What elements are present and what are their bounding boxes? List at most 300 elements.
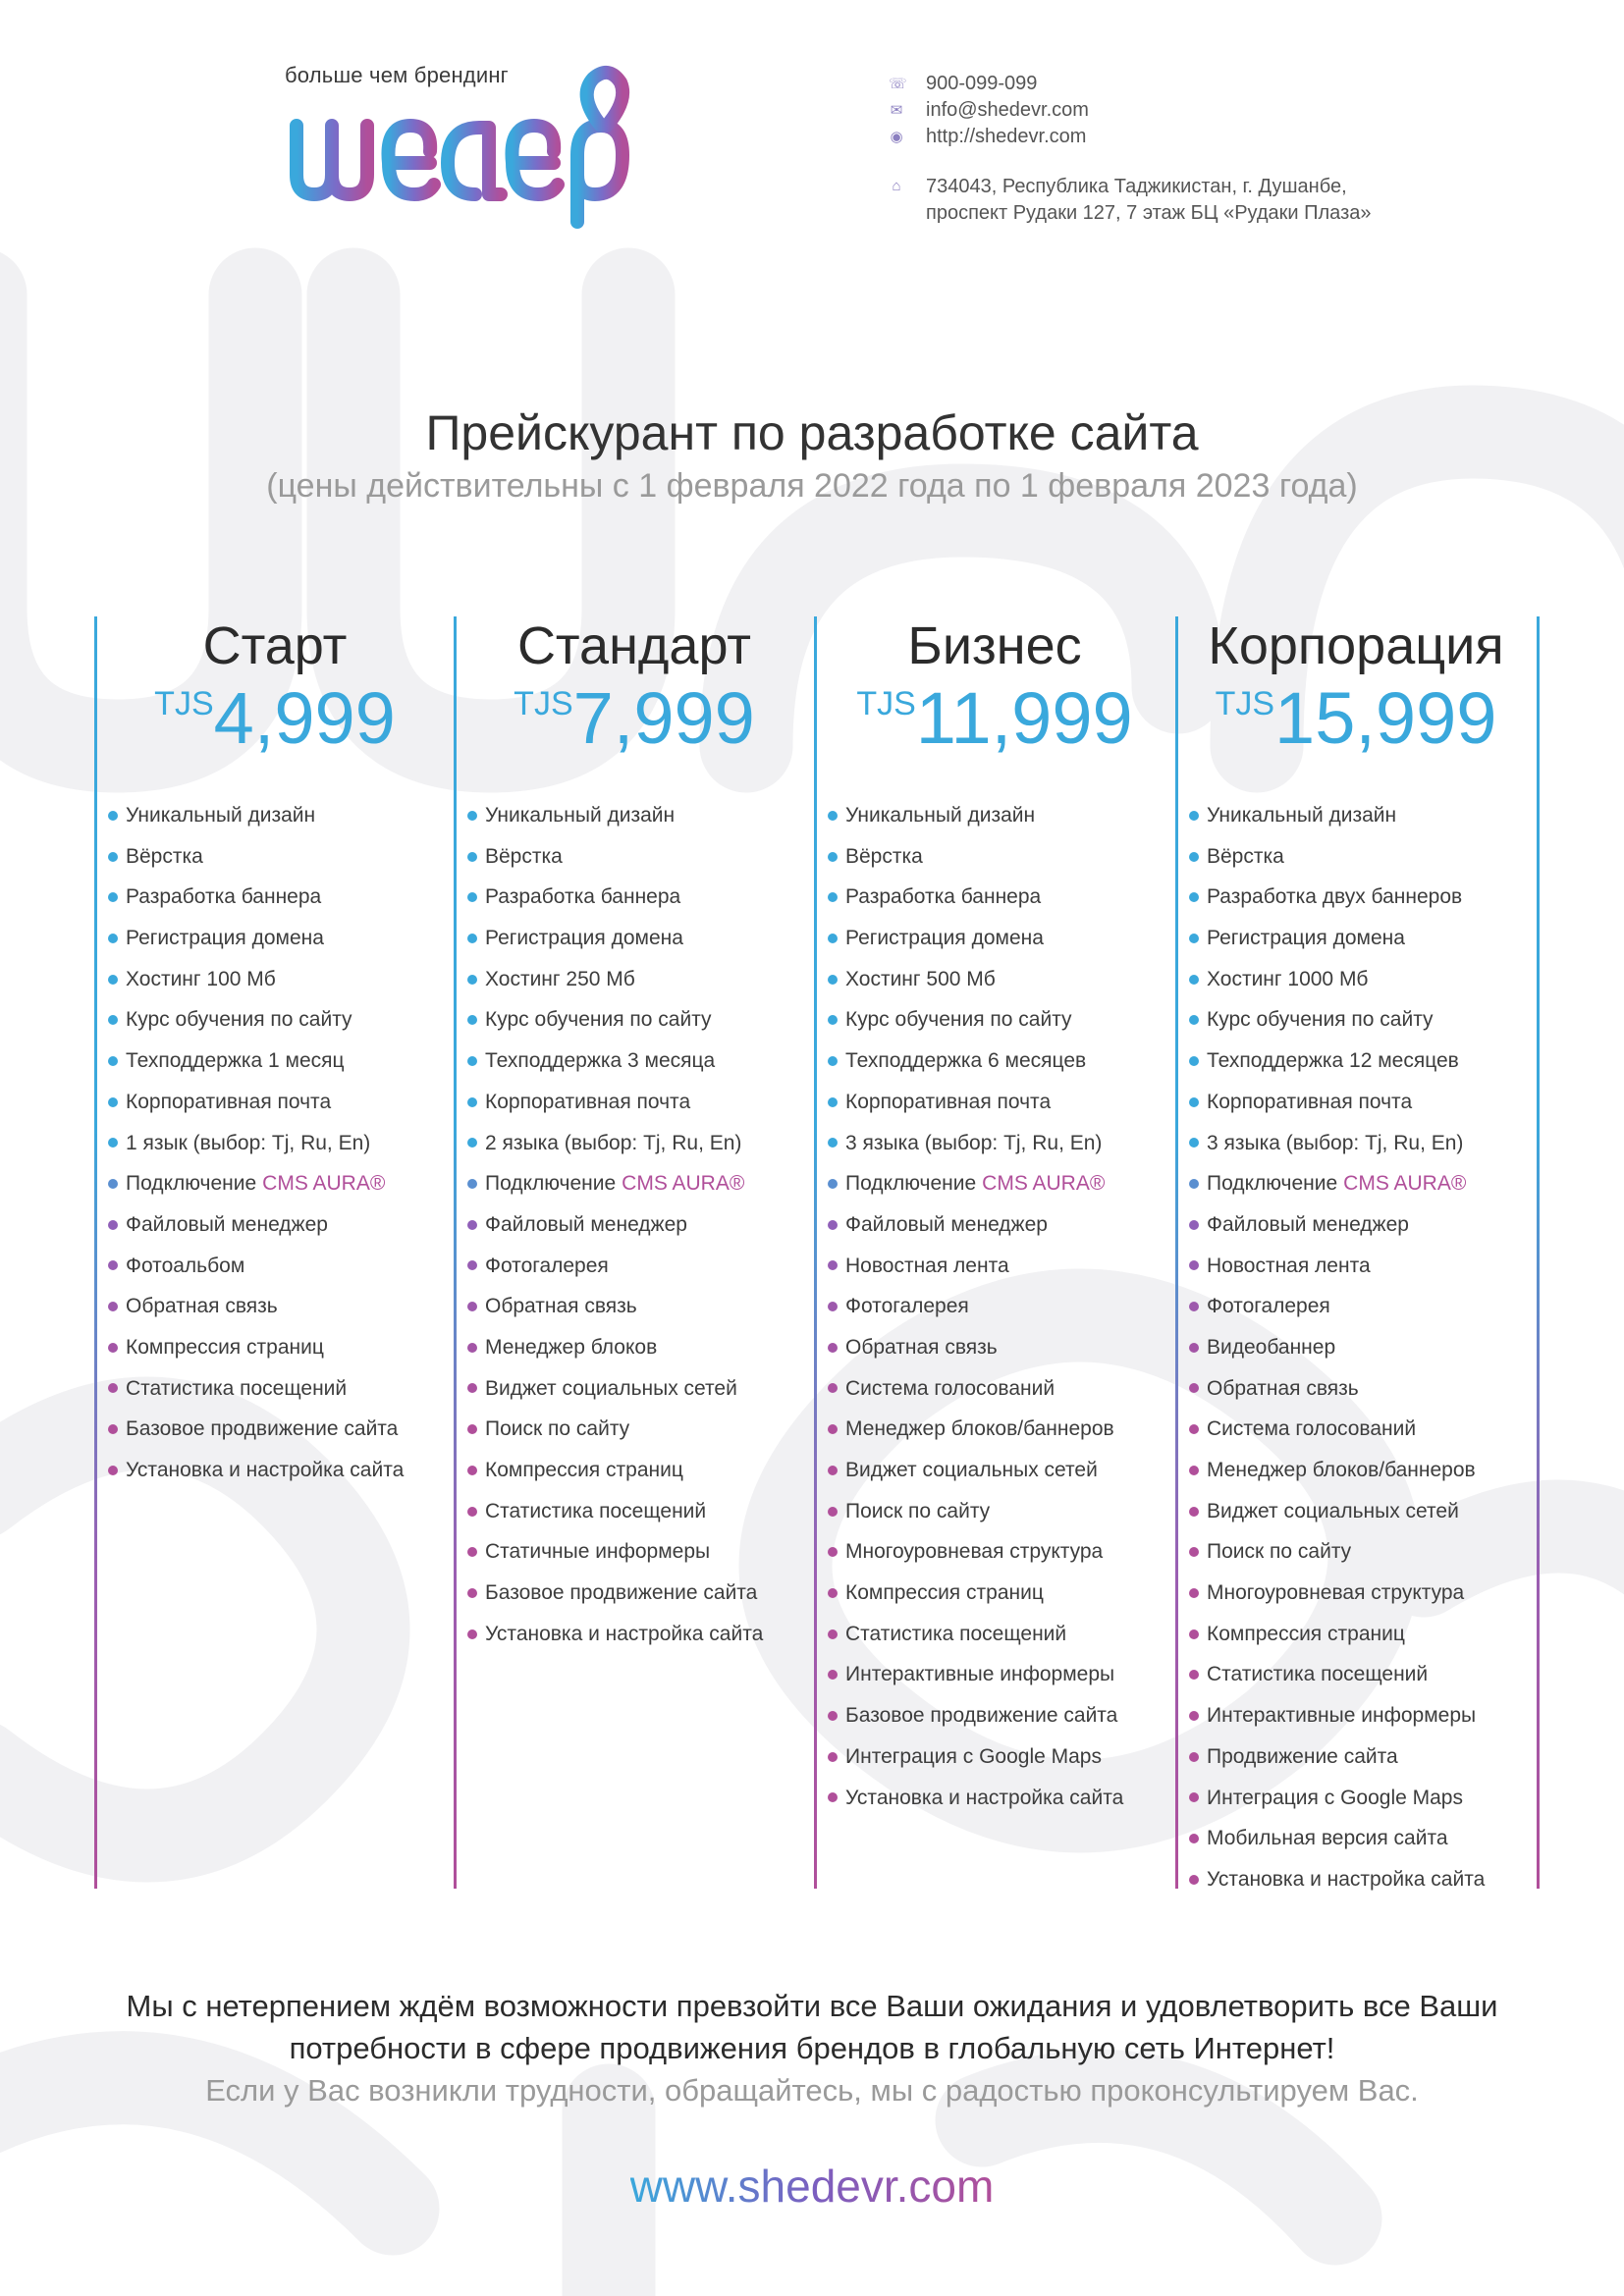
- bullet-icon: [1189, 1752, 1199, 1762]
- feature-item: [1189, 1573, 1523, 1614]
- feature-text: Новостная лента: [845, 1254, 1009, 1277]
- feature-item: [108, 1368, 442, 1410]
- feature-text: Менеджер блоков/баннеров: [845, 1417, 1114, 1441]
- feature-item: [1189, 999, 1523, 1041]
- feature-text: Техподдержка 1 месяц: [126, 1049, 345, 1073]
- feature-item: [1189, 1204, 1523, 1246]
- bullet-icon: [108, 852, 118, 862]
- bullet-icon: [1189, 934, 1199, 943]
- feature-text: Поиск по сайту: [1207, 1540, 1352, 1564]
- feature-text: Установка и настройка сайта: [485, 1622, 764, 1645]
- address-row: [889, 174, 1372, 227]
- feature-text: Поиск по сайту: [485, 1417, 630, 1441]
- feature-item: [828, 1368, 1162, 1410]
- feature-text: Корпоративная почта: [485, 1090, 691, 1113]
- feature-text: Файловый менеджер: [845, 1212, 1048, 1236]
- bullet-icon: [1189, 975, 1199, 985]
- feature-item: [467, 1286, 801, 1327]
- feature-text: Интерактивные информеры: [845, 1663, 1115, 1686]
- feature-text: Обратная связь: [126, 1295, 278, 1318]
- cms-label: CMS AURA®: [1343, 1172, 1467, 1196]
- feature-item: [467, 836, 801, 878]
- feature-item: [828, 1736, 1162, 1778]
- bullet-icon: [467, 934, 477, 943]
- bullet-icon: [1189, 1015, 1199, 1025]
- bullet-icon: [1189, 1056, 1199, 1066]
- bullet-icon: [1189, 1097, 1199, 1107]
- feature-item: [828, 1695, 1162, 1736]
- bullet-icon: [828, 1383, 838, 1393]
- feature-text: Установка и настройка сайта: [1207, 1867, 1486, 1891]
- bullet-icon: [467, 1260, 477, 1270]
- column-divider: [94, 616, 97, 1889]
- bullet-icon: [1189, 1138, 1199, 1148]
- feature-text: Обратная связь: [485, 1295, 637, 1318]
- feature-text: Базовое продвижение сайта: [126, 1417, 399, 1441]
- bullet-icon: [1189, 1383, 1199, 1393]
- home-icon: ⌂: [892, 178, 901, 194]
- feature-text: Компрессия страниц: [1207, 1622, 1405, 1645]
- feature-item: [467, 1450, 801, 1491]
- feature-text: Базовое продвижение сайта: [845, 1704, 1118, 1728]
- feature-item: [467, 1204, 801, 1246]
- column-divider: [454, 616, 457, 1889]
- price-currency: TJS: [1215, 685, 1275, 722]
- feature-text: Видеобаннер: [1207, 1335, 1336, 1359]
- feature-item: [467, 1409, 801, 1450]
- feature-text: Подключение: [126, 1172, 257, 1196]
- feature-item: [108, 918, 442, 959]
- feature-item: [828, 1654, 1162, 1695]
- bullet-icon: [1189, 1343, 1199, 1353]
- feature-text: Корпоративная почта: [845, 1090, 1052, 1113]
- feature-list: [108, 795, 442, 1491]
- bullet-icon: [108, 934, 118, 943]
- feature-item: [467, 1123, 801, 1164]
- bullet-icon: [108, 1302, 118, 1311]
- site-link[interactable]: http://shedevr.com: [926, 126, 1087, 147]
- feature-text: Обратная связь: [845, 1335, 998, 1359]
- feature-item: [467, 1573, 801, 1614]
- feature-text: Статистика посещений: [126, 1376, 348, 1400]
- feature-text: Курс обучения по сайту: [126, 1008, 352, 1032]
- feature-text: Подключение: [485, 1172, 617, 1196]
- bullet-icon: [467, 1179, 477, 1189]
- column-divider: [814, 616, 817, 1889]
- feature-item: [467, 1491, 801, 1532]
- bullet-icon: [828, 1507, 838, 1517]
- bullet-icon: [467, 1466, 477, 1475]
- bullet-icon: [467, 1056, 477, 1066]
- feature-item: [1189, 1695, 1523, 1736]
- price-currency: TJS: [154, 685, 214, 722]
- feature-text: Виджет социальных сетей: [1207, 1499, 1459, 1522]
- feature-item: [108, 795, 442, 836]
- feature-text: Вёрстка: [485, 844, 563, 868]
- feature-item: [108, 999, 442, 1041]
- feature-text: Разработка двух баннеров: [1207, 885, 1463, 909]
- feature-item: [108, 1082, 442, 1123]
- feature-text: 3 языка (выбор: Tj, Ru, En): [845, 1131, 1103, 1154]
- feature-item: [1189, 1859, 1523, 1900]
- cms-label: CMS AURA®: [982, 1172, 1106, 1196]
- feature-item: [828, 1204, 1162, 1246]
- bullet-icon: [1189, 1711, 1199, 1721]
- feature-item: [1189, 1491, 1523, 1532]
- bullet-icon: [828, 1302, 838, 1311]
- feature-item: [1189, 1368, 1523, 1410]
- feature-text: Вёрстка: [126, 844, 203, 868]
- feature-text: 3 языка (выбор: Tj, Ru, En): [1207, 1131, 1464, 1154]
- bullet-icon: [828, 1629, 838, 1639]
- feature-item: [108, 1204, 442, 1246]
- bullet-icon: [108, 975, 118, 985]
- bullet-icon: [1189, 1792, 1199, 1802]
- feature-text: Файловый менеджер: [1207, 1212, 1409, 1236]
- feature-item: [467, 1368, 801, 1410]
- bullet-icon: [467, 1015, 477, 1025]
- plan-price: [108, 679, 442, 758]
- feature-text: Корпоративная почта: [1207, 1090, 1413, 1113]
- plan-name: Бизнес: [907, 616, 1082, 675]
- bullet-icon: [828, 1343, 838, 1353]
- feature-text: Техподдержка 6 месяцев: [845, 1049, 1087, 1073]
- bullet-icon: [467, 1424, 477, 1434]
- feature-text: Уникальный дизайн: [845, 804, 1036, 827]
- bullet-icon: [108, 1097, 118, 1107]
- feature-text: Регистрация домена: [845, 927, 1044, 950]
- feature-item: [467, 1327, 801, 1368]
- feature-item: [828, 1491, 1162, 1532]
- bullet-icon: [828, 1670, 838, 1680]
- logo-tagline: больше чем брендинг: [285, 63, 509, 87]
- feature-text: Хостинг 500 Мб: [845, 967, 996, 990]
- phone-text: 900-099-099: [926, 73, 1038, 94]
- bullet-icon: [1189, 1588, 1199, 1598]
- bullet-icon: [828, 1056, 838, 1066]
- bullet-icon: [467, 852, 477, 862]
- bullet-icon: [828, 1547, 838, 1557]
- feature-text: Менеджер блоков: [485, 1335, 658, 1359]
- feature-text: Корпоративная почта: [126, 1090, 332, 1113]
- price-currency: TJS: [514, 685, 573, 722]
- feature-item: [828, 1286, 1162, 1327]
- bullet-icon: [467, 892, 477, 902]
- feature-text: Уникальный дизайн: [1207, 804, 1397, 827]
- feature-item: [108, 1123, 442, 1164]
- plan-column: [467, 616, 801, 1654]
- plan-column: [108, 616, 442, 1491]
- feature-item: [828, 1614, 1162, 1655]
- page-subtitle: (цены действительны с 1 февраля 2022 года по 1 февраля 2023 года): [266, 467, 1358, 505]
- bullet-icon: [467, 975, 477, 985]
- bullet-icon: [828, 1711, 838, 1721]
- bullet-icon: [467, 1220, 477, 1230]
- address-line-1: 734043, Республика Таджикистан, г. Душанбе,: [926, 176, 1347, 197]
- feature-item: [467, 1531, 801, 1573]
- feature-list: [467, 795, 801, 1654]
- website-link[interactable]: [0, 2160, 1624, 2213]
- feature-item: [828, 959, 1162, 1000]
- feature-text: Базовое продвижение сайта: [485, 1581, 758, 1605]
- feature-item: [1189, 877, 1523, 918]
- plan-column: [828, 616, 1162, 1818]
- plan-column: [1189, 616, 1523, 1900]
- feature-item: [467, 999, 801, 1041]
- bullet-icon: [467, 811, 477, 821]
- feature-item: [108, 1409, 442, 1450]
- feature-item: [108, 1163, 442, 1204]
- feature-text: Статистика посещений: [1207, 1663, 1429, 1686]
- bullet-icon: [828, 892, 838, 902]
- bullet-icon: [828, 852, 838, 862]
- feature-text: Новостная лента: [1207, 1254, 1371, 1277]
- bullet-icon: [467, 1547, 477, 1557]
- bullet-icon: [108, 1343, 118, 1353]
- feature-text: Установка и настройка сайта: [845, 1786, 1124, 1809]
- bullet-icon: [828, 975, 838, 985]
- page-title: Прейскурант по разработке сайта: [425, 405, 1199, 460]
- bullet-icon: [467, 1588, 477, 1598]
- bullet-icon: [1189, 1875, 1199, 1885]
- feature-item: [828, 877, 1162, 918]
- feature-text: Интеграция с Google Maps: [845, 1744, 1102, 1768]
- bullet-icon: [108, 811, 118, 821]
- feature-item: [828, 1163, 1162, 1204]
- feature-item: [1189, 1736, 1523, 1778]
- feature-item: [1189, 1082, 1523, 1123]
- feature-text: Подключение: [845, 1172, 977, 1196]
- feature-text: Уникальный дизайн: [485, 804, 676, 827]
- bullet-icon: [108, 1015, 118, 1025]
- feature-text: Виджет социальных сетей: [485, 1376, 737, 1400]
- price-amount: 4,999: [213, 677, 396, 759]
- feature-text: Обратная связь: [1207, 1376, 1359, 1400]
- bullet-icon: [1189, 852, 1199, 862]
- feature-text: Фотогалерея: [1207, 1295, 1330, 1318]
- bullet-icon: [108, 1056, 118, 1066]
- mail-icon: ✉: [890, 101, 903, 119]
- plan-name: Корпорация: [1208, 616, 1504, 675]
- feature-item: [467, 1246, 801, 1287]
- bullet-icon: [108, 1424, 118, 1434]
- feature-item: [108, 1286, 442, 1327]
- bullet-icon: [1189, 1220, 1199, 1230]
- bullet-icon: [467, 1138, 477, 1148]
- feature-item: [1189, 1450, 1523, 1491]
- feature-item: [1189, 1818, 1523, 1859]
- footer-line-2: потребности в сфере продвижения брендов в глобальную сеть Интернет!: [289, 2031, 1335, 2065]
- feature-text: Вёрстка: [1207, 844, 1284, 868]
- bullet-icon: [467, 1383, 477, 1393]
- feature-text: Фотогалерея: [485, 1254, 609, 1277]
- feature-item: [1189, 918, 1523, 959]
- feature-text: Разработка баннера: [485, 885, 681, 909]
- bullet-icon: [467, 1343, 477, 1353]
- feature-text: Файловый менеджер: [126, 1212, 328, 1236]
- bullet-icon: [467, 1629, 477, 1639]
- feature-item: [1189, 836, 1523, 878]
- bullet-icon: [828, 1792, 838, 1802]
- bullet-icon: [828, 1588, 838, 1598]
- bullet-icon: [1189, 1260, 1199, 1270]
- bullet-icon: [828, 1179, 838, 1189]
- feature-text: Установка и настройка сайта: [126, 1459, 405, 1481]
- plan-price: [1189, 679, 1523, 758]
- bullet-icon: [467, 1507, 477, 1517]
- feature-item: [828, 1778, 1162, 1819]
- plan-price: [828, 679, 1162, 758]
- feature-item: [1189, 1163, 1523, 1204]
- bullet-icon: [1189, 892, 1199, 902]
- feature-item: [828, 1573, 1162, 1614]
- bullet-icon: [828, 1260, 838, 1270]
- feature-text: Компрессия страниц: [845, 1581, 1044, 1605]
- feature-item: [828, 795, 1162, 836]
- feature-text: Курс обучения по сайту: [845, 1008, 1072, 1032]
- cms-label: CMS AURA®: [622, 1172, 745, 1196]
- feature-item: [1189, 1246, 1523, 1287]
- bullet-icon: [1189, 1834, 1199, 1843]
- feature-item: [467, 1163, 801, 1204]
- feature-item: [828, 836, 1162, 878]
- feature-text: Регистрация домена: [126, 927, 324, 950]
- feature-item: [828, 1041, 1162, 1082]
- bullet-icon: [467, 1302, 477, 1311]
- column-divider: [1175, 616, 1178, 1889]
- feature-text: 2 языка (выбор: Tj, Ru, En): [485, 1131, 742, 1154]
- bullet-icon: [828, 1466, 838, 1475]
- feature-item: [1189, 1654, 1523, 1695]
- bullet-icon: [108, 1260, 118, 1270]
- feature-item: [1189, 1778, 1523, 1819]
- feature-text: Регистрация домена: [1207, 927, 1405, 950]
- feature-item: [828, 1327, 1162, 1368]
- bullet-icon: [828, 1220, 838, 1230]
- site-row[interactable]: [889, 124, 1372, 150]
- bullet-icon: [828, 1138, 838, 1148]
- feature-text: Компрессия страниц: [485, 1459, 683, 1481]
- contacts-block: [889, 71, 1372, 227]
- feature-text: Продвижение сайта: [1207, 1744, 1398, 1768]
- bullet-icon: [1189, 811, 1199, 821]
- feature-text: Хостинг 100 Мб: [126, 967, 276, 990]
- feature-item: [467, 877, 801, 918]
- bullet-icon: [1189, 1424, 1199, 1434]
- feature-text: Поиск по сайту: [845, 1499, 991, 1522]
- feature-item: [828, 1246, 1162, 1287]
- plan-name: Старт: [202, 616, 348, 675]
- phone-row[interactable]: [889, 71, 1372, 97]
- feature-text: Статистика посещений: [845, 1622, 1067, 1645]
- feature-item: [467, 1082, 801, 1123]
- feature-text: Регистрация домена: [485, 927, 683, 950]
- feature-text: Фотоальбом: [126, 1254, 245, 1277]
- price-currency: TJS: [856, 685, 916, 722]
- website-text[interactable]: www.shedevr.com: [629, 2161, 995, 2212]
- feature-item: [828, 1450, 1162, 1491]
- feature-text: Многоуровневая структура: [1207, 1581, 1465, 1605]
- feature-text: Система голосований: [1207, 1417, 1417, 1441]
- bullet-icon: [828, 811, 838, 821]
- plan-price: [467, 679, 801, 758]
- feature-text: Система голосований: [845, 1376, 1056, 1400]
- bullet-icon: [1189, 1547, 1199, 1557]
- feature-text: Хостинг 250 Мб: [485, 967, 635, 990]
- feature-text: Вёрстка: [845, 844, 923, 868]
- feature-item: [1189, 1286, 1523, 1327]
- feature-item: [108, 836, 442, 878]
- feature-text: Разработка баннера: [126, 885, 322, 909]
- bullet-icon: [108, 1138, 118, 1148]
- feature-item: [467, 959, 801, 1000]
- feature-item: [108, 1246, 442, 1287]
- feature-text: Техподдержка 3 месяца: [485, 1049, 716, 1073]
- footer-message: [0, 1985, 1624, 2069]
- feature-text: Хостинг 1000 Мб: [1207, 967, 1369, 990]
- feature-text: Компрессия страниц: [126, 1335, 324, 1359]
- feature-text: Статистика посещений: [485, 1499, 707, 1522]
- bullet-icon: [828, 1097, 838, 1107]
- bullet-icon: [1189, 1302, 1199, 1311]
- globe-icon: ◉: [890, 128, 903, 145]
- phone-icon: ☏: [889, 75, 907, 92]
- bullet-icon: [1189, 1507, 1199, 1517]
- bullet-icon: [108, 1466, 118, 1475]
- feature-item: [467, 1041, 801, 1082]
- feature-item: [108, 1041, 442, 1082]
- feature-text: Многоуровневая структура: [845, 1540, 1104, 1564]
- plan-name: Стандарт: [516, 616, 752, 675]
- feature-item: [1189, 1614, 1523, 1655]
- feature-item: [1189, 1409, 1523, 1450]
- feature-text: 1 язык (выбор: Tj, Ru, En): [126, 1131, 371, 1154]
- feature-item: [1189, 1327, 1523, 1368]
- feature-item: [108, 1450, 442, 1491]
- feature-text: Интерактивные информеры: [1207, 1704, 1477, 1728]
- bullet-icon: [1189, 1629, 1199, 1639]
- feature-list: [1189, 795, 1523, 1900]
- feature-text: Подключение: [1207, 1172, 1338, 1196]
- cms-label: CMS AURA®: [262, 1172, 386, 1196]
- feature-item: [1189, 1531, 1523, 1573]
- feature-item: [108, 1327, 442, 1368]
- footer-line-1: Мы с нетерпением ждём возможности превзойти все Ваши ожидания и удовлетворить все Ваши: [126, 1989, 1498, 2023]
- feature-text: Интеграция с Google Maps: [1207, 1786, 1463, 1809]
- footer-sub-message: Если у Вас возникли трудности, обращайтесь, мы с радостью проконсультируем Вас.: [205, 2073, 1419, 2108]
- feature-item: [108, 877, 442, 918]
- feature-text: Виджет социальных сетей: [845, 1459, 1098, 1481]
- feature-text: Курс обучения по сайту: [1207, 1008, 1434, 1032]
- feature-text: Статичные информеры: [485, 1540, 711, 1564]
- email-row[interactable]: [889, 97, 1372, 124]
- bullet-icon: [828, 1752, 838, 1762]
- feature-text: Фотогалерея: [845, 1295, 969, 1318]
- feature-item: [828, 1082, 1162, 1123]
- bullet-icon: [108, 892, 118, 902]
- feature-item: [828, 1409, 1162, 1450]
- bullet-icon: [1189, 1670, 1199, 1680]
- feature-item: [828, 1531, 1162, 1573]
- bullet-icon: [108, 1179, 118, 1189]
- feature-item: [467, 795, 801, 836]
- feature-item: [1189, 1041, 1523, 1082]
- feature-item: [828, 918, 1162, 959]
- feature-item: [1189, 1123, 1523, 1164]
- bullet-icon: [1189, 1466, 1199, 1475]
- feature-item: [108, 959, 442, 1000]
- feature-item: [1189, 795, 1523, 836]
